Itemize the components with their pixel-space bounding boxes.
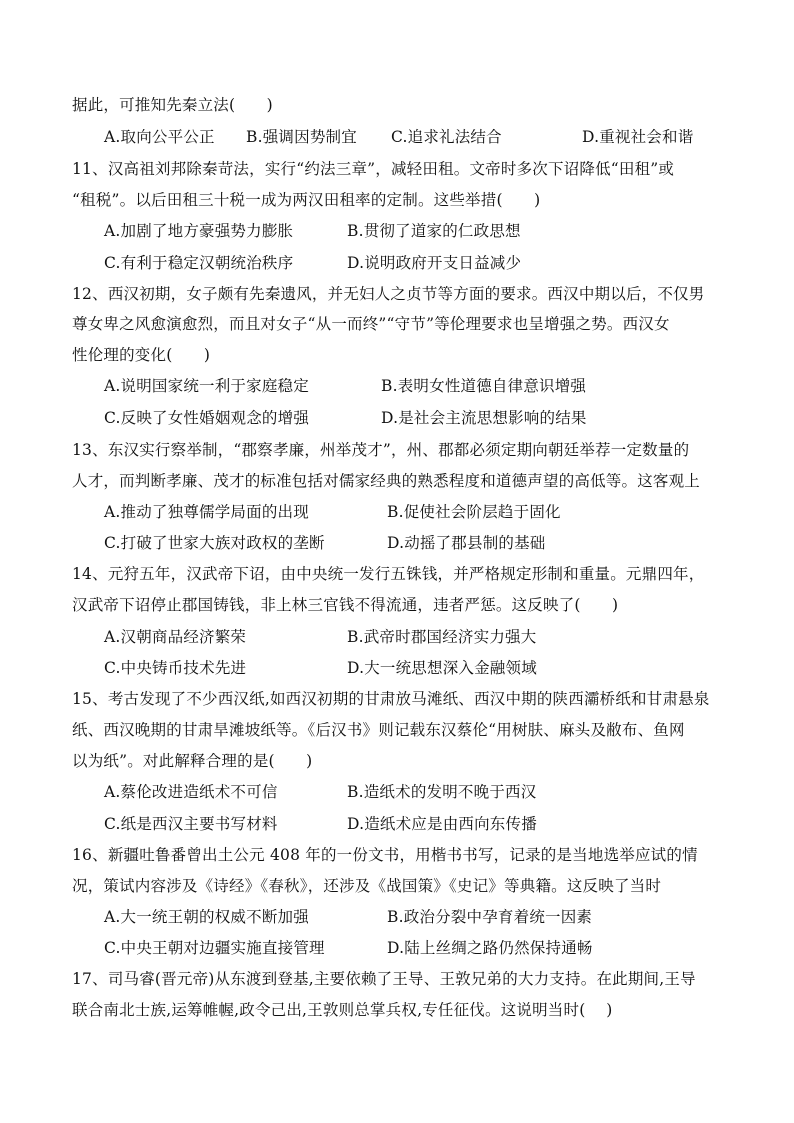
q14-option-c: C.中央铸币技术先进 (104, 659, 247, 677)
q16-option-c: C.中央王朝对边疆实施直接管理 (104, 939, 325, 957)
q12-option-b: B.表明女性道德自律意识增强 (381, 377, 587, 395)
q14-stem-line-2: 汉武帝下诏停止郡国铸钱，非上林三官钱不得流通，违者严惩。这反映了( ) (72, 596, 619, 614)
q13-option-d: D.动摇了郡县制的基础 (387, 534, 546, 552)
q13-stem-line-1: 13、东汉实行察举制，“郡察孝廉，州举茂才”，州、郡都必须定期向朝廷举荐一定数量的 (72, 441, 690, 459)
q14-option-a: A.汉朝商品经济繁荣 (104, 628, 247, 646)
q16-option-b: B.政治分裂中孕育着统一因素 (387, 908, 593, 926)
q15-option-c: C.纸是西汉主要书写材料 (104, 815, 278, 833)
q10-option-d: D.重视社会和谐 (582, 128, 694, 146)
q10-stem: 据此，可推知先秦立法( ) (72, 96, 273, 114)
q14-stem-line-1: 14、元狩五年，汉武帝下诏，由中央统一发行五铢钱，并严格规定形制和重量。元鼎四年， (72, 565, 705, 583)
q10-option-b: B.强调因势制宜 (246, 128, 357, 146)
q11-option-a: A.加剧了地方豪强势力膨胀 (104, 222, 294, 240)
q14-option-d: D.大一统思想深入金融领域 (347, 659, 537, 677)
q17-stem-line-2: 联合南北士族,运筹帷幄,政令己出,王敦则总掌兵权,专任征伐。这说明当时( ) (72, 1001, 613, 1019)
q11-option-b: B.贯彻了道家的仁政思想 (347, 222, 521, 240)
q12-option-a: A.说明国家统一利于家庭稳定 (104, 377, 309, 395)
q13-option-a: A.推动了独尊儒学局面的出现 (104, 503, 309, 521)
q15-option-d: D.造纸术应是由西向东传播 (347, 815, 537, 833)
q17-stem-line-1: 17、司马睿(晋元帝)从东渡到登基,主要依赖了王导、王敦兄弟的大力支持。在此期间,王导 (72, 970, 696, 988)
q13-option-b: B.促使社会阶层趋于固化 (387, 503, 561, 521)
q12-option-d: D.是社会主流思想影响的结果 (381, 409, 587, 427)
q10-option-a: A.取向公平公正 (104, 128, 215, 146)
q13-stem-line-2: 人才，而判断孝廉、茂才的标准包括对儒家经典的熟悉程度和道德声望的高低等。这客观上 (72, 472, 701, 490)
q10-option-c: C.追求礼法结合 (391, 128, 502, 146)
q12-stem-line-3: 性伦理的变化( ) (72, 346, 211, 364)
q12-stem-line-2: 尊女卑之风愈演愈烈，而且对女子“从一而终”“守节”等伦理要求也呈增强之势。西汉女 (72, 315, 670, 333)
q13-option-c: C.打破了世家大族对政权的垄断 (104, 534, 325, 552)
q16-option-d: D.陆上丝绸之路仍然保持通畅 (387, 939, 593, 957)
q16-option-a: A.大一统王朝的权威不断加强 (104, 908, 309, 926)
q15-option-a: A.蔡伦改进造纸术不可信 (104, 783, 278, 801)
q15-stem-line-1: 15、考古发现了不少西汉纸,如西汉初期的甘肃放马滩纸、西汉中期的陕西灞桥纸和甘肃悬泉 (72, 690, 710, 708)
q15-stem-line-3: 以为纸”。对此解释合理的是( ) (72, 752, 313, 770)
q14-option-b: B.武帝时郡国经济实力强大 (347, 628, 537, 646)
q11-option-d: D.说明政府开支日益减少 (347, 254, 522, 272)
q16-stem-line-2: 况，策试内容涉及《诗经》《春秋》，还涉及《战国策》《史记》等典籍。这反映了当时 (72, 877, 662, 895)
q12-option-c: C.反映了女性婚姻观念的增强 (104, 409, 310, 427)
q11-option-c: C.有利于稳定汉朝统治秩序 (104, 254, 294, 272)
q16-stem-line-1: 16、新疆吐鲁番曾出土公元 408 年的一份文书，用楷书书写，记录的是当地选举应试的情 (72, 846, 698, 864)
q15-stem-line-2: 纸、西汉晚期的甘肃旱滩坡纸等。《后汉书》则记载东汉蔡伦“用树肤、麻头及敝布、鱼网 (72, 721, 685, 739)
q11-stem-line-1: 11、汉高祖刘邦除秦苛法，实行“约法三章”，减轻田租。文帝时多次下诏降低“田租”或 (72, 160, 675, 178)
q11-stem-line-2: “租税”。以后田租三十税一成为两汉田租率的定制。这些举措( ) (72, 191, 541, 209)
q15-option-b: B.造纸术的发明不晚于西汉 (347, 783, 537, 801)
q12-stem-line-1: 12、西汉初期，女子颇有先秦遗风，并无妇人之贞节等方面的要求。西汉中期以后，不仅男 (72, 285, 705, 303)
